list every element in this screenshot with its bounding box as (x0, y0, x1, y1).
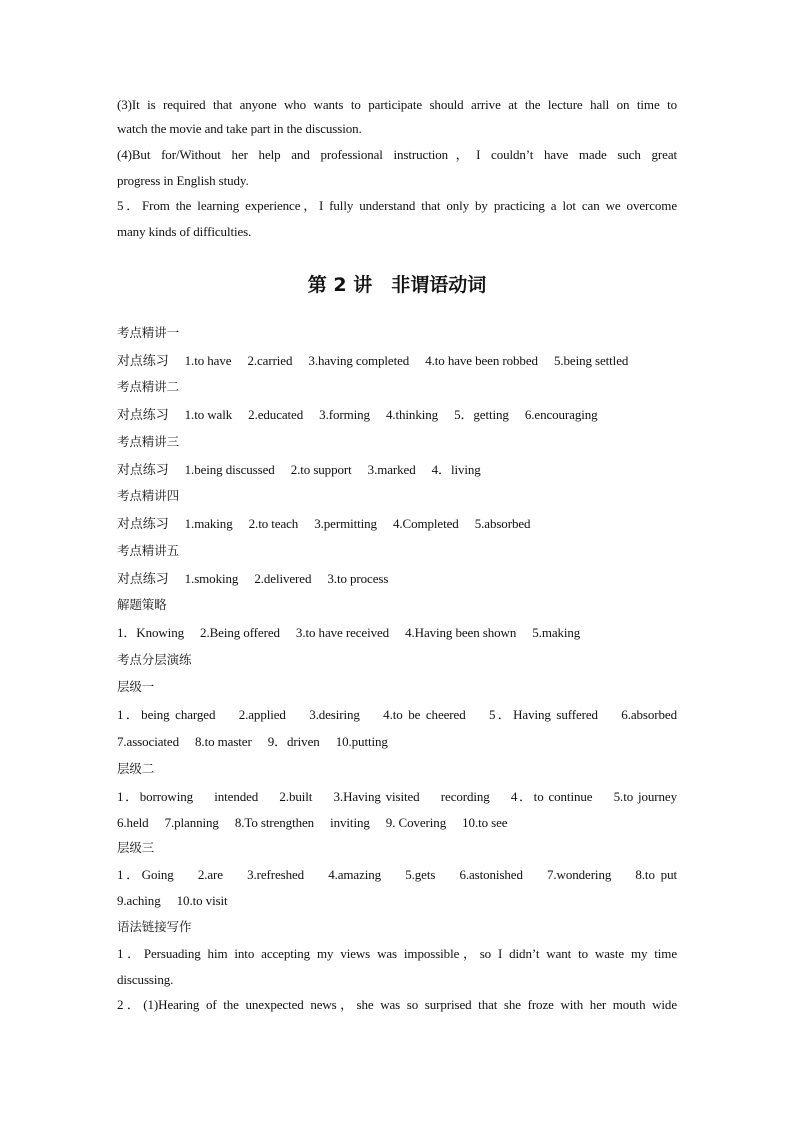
section-title: 第 2 讲 非谓语动词 (307, 274, 487, 296)
text-line: 5．From the learning experience，I fully understand that only by practicing a lot can we overcome (117, 198, 677, 213)
text-line: many kinds of difficulties. (117, 224, 252, 239)
section-heading: 考点精讲三 (117, 434, 180, 449)
subsection-heading: 层级一 (117, 679, 155, 694)
text-line: progress in English study. (117, 173, 249, 188)
answer-line: 对点练习 1.making 2.to teach 3.permitting 4.Completed 5.absorbed (117, 516, 531, 531)
subsection-heading: 层级二 (117, 761, 155, 776)
answer-line: 对点练习 1.being discussed 2.to support 3.marked 4．living (117, 462, 481, 477)
answer-line: 1．Persuading him into accepting my views was impossible，so I didn’t want to waste my time (117, 946, 677, 961)
text-line: (3)It is required that anyone who wants to participate should arrive at the lecture hall on time to (117, 97, 677, 112)
section-heading: 考点分层演练 (117, 652, 192, 667)
section-heading: 考点精讲五 (117, 543, 180, 558)
answer-line: 对点练习 1.to walk 2.educated 3.forming 4.thinking 5．getting 6.encouraging (117, 407, 598, 422)
section-heading: 语法链接写作 (117, 919, 192, 934)
answer-line: 1．being charged 2.applied 3.desiring 4.to be cheered 5．Having suffered 6.absorbed (117, 707, 677, 722)
answer-line: 9.aching 10.to visit (117, 893, 228, 908)
section-heading: 考点精讲二 (117, 379, 180, 394)
answer-line: 2．(1)Hearing of the unexpected news，she was so surprised that she froze with her mouth wide (117, 997, 677, 1012)
answer-line: 1．Going 2.are 3.refreshed 4.amazing 5.gets 6.astonished 7.wondering 8.to put (117, 867, 677, 882)
section-heading: 解题策略 (117, 597, 167, 612)
section-heading: 考点精讲一 (117, 325, 180, 340)
subsection-heading: 层级三 (117, 840, 155, 855)
answer-line: 对点练习 1.smoking 2.delivered 3.to process (117, 571, 389, 586)
answer-line: 6.held 7.planning 8.To strengthen inviting 9. Covering 10.to see (117, 815, 508, 830)
text-line: (4)But for/Without her help and professional instruction，I couldn’t have made such great (117, 147, 677, 162)
answer-line: 1．borrowing intended 2.built 3.Having visited recording 4．to continue 5.to journey (117, 789, 677, 804)
answer-line: 7.associated 8.to master 9．driven 10.putting (117, 734, 388, 749)
answer-line: discussing. (117, 972, 174, 987)
text-line: watch the movie and take part in the discussion. (117, 121, 362, 136)
answer-line: 对点练习 1.to have 2.carried 3.having completed 4.to have been robbed 5.being settled (117, 353, 629, 368)
answer-line: 1．Knowing 2.Being offered 3.to have received 4.Having been shown 5.making (117, 625, 581, 640)
section-heading: 考点精讲四 (117, 488, 180, 503)
